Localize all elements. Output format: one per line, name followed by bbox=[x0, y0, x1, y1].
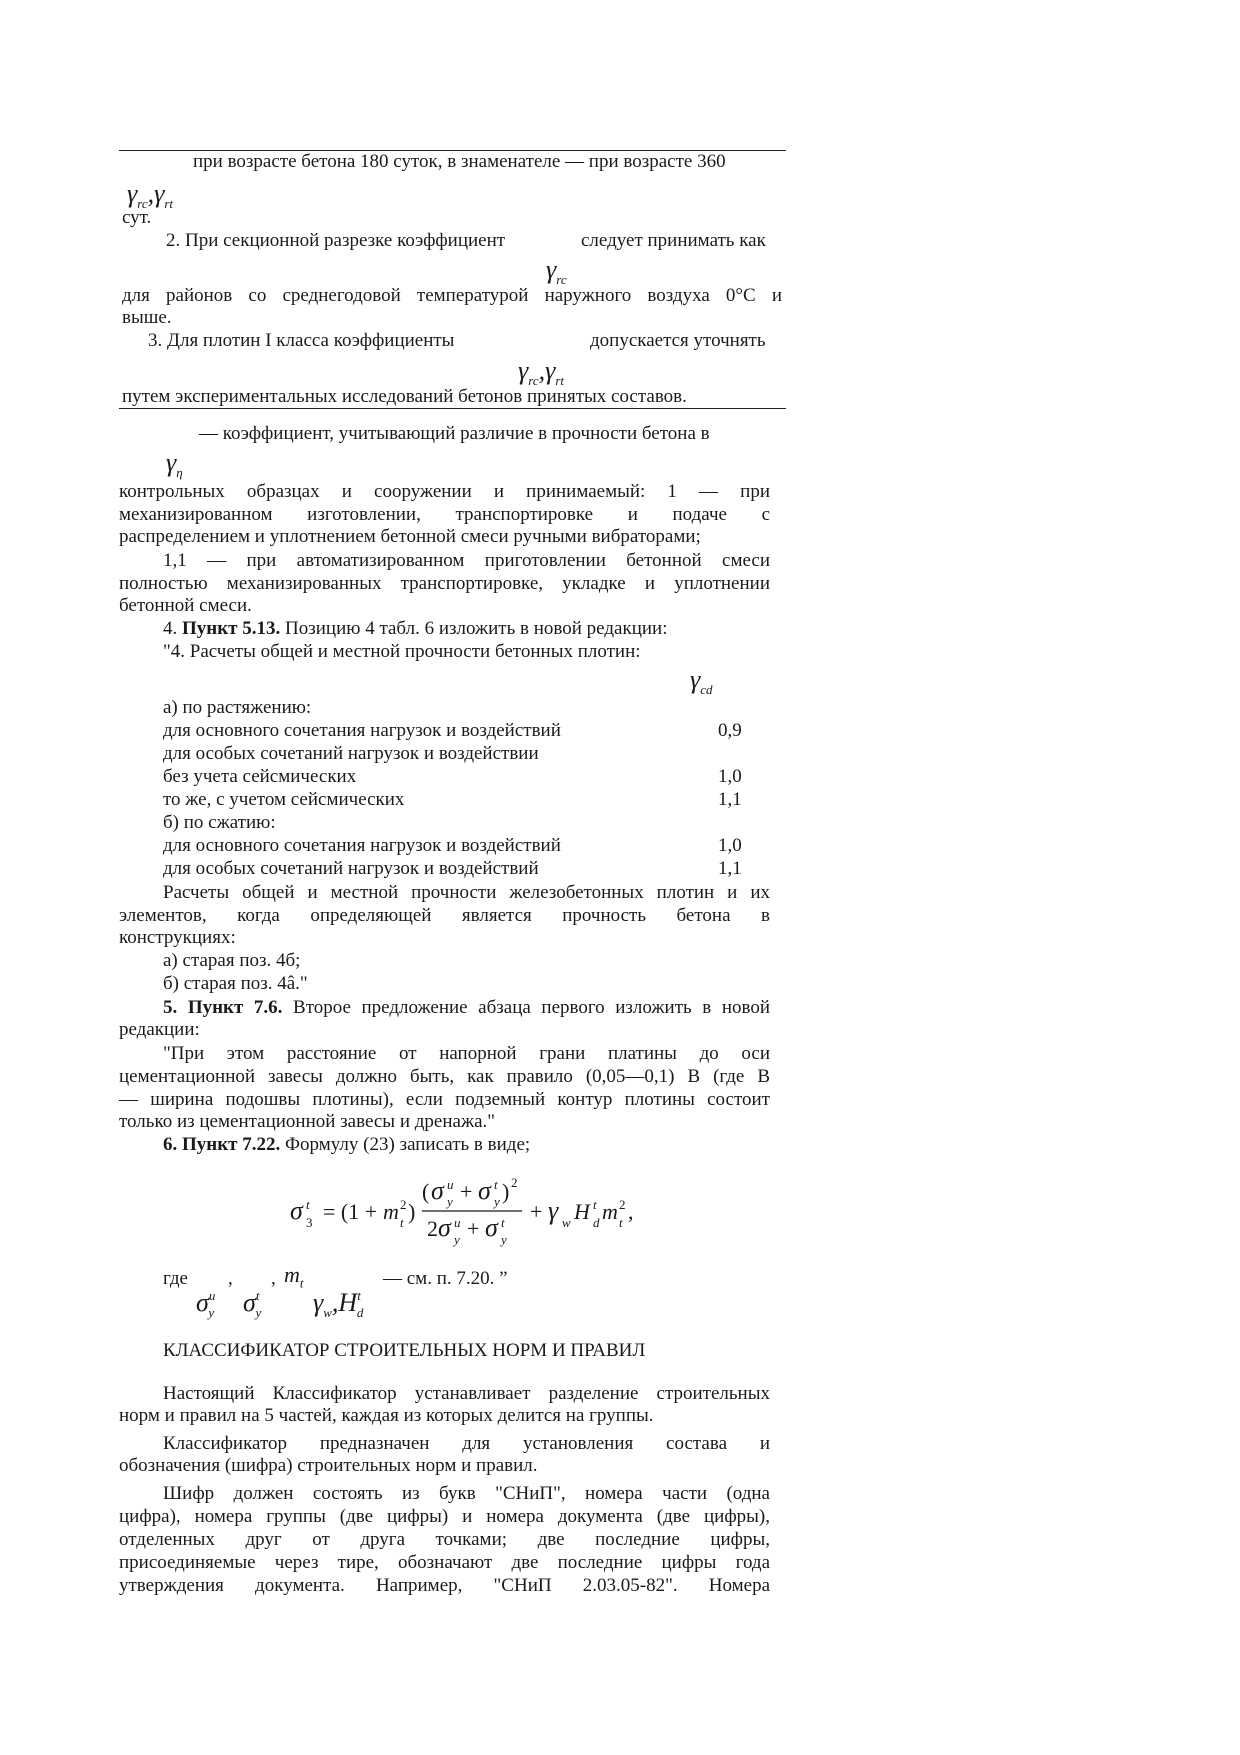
gamma-eta-text-5: 1,1 — при автоматизированном приготовлении бетонной смеси bbox=[163, 550, 770, 571]
item-5-quote-4: только из цементационной завесы и дренажа." bbox=[119, 1111, 496, 1132]
item-5-quote-3: — ширина подошвы плотины), если подземный контур плотины состоит bbox=[119, 1089, 770, 1110]
classifier-p2-1: Классификатор предназначен для установления состава и bbox=[163, 1433, 770, 1454]
svg-text:y: y bbox=[454, 1232, 460, 1247]
table-row-label: для особых сочетаний нагрузок и воздействий bbox=[163, 858, 539, 879]
where-gamma-w-h: $\gamma_w,H^t_d$ bbox=[313, 1288, 364, 1321]
item-6-bold: 6. Пункт 7.22. bbox=[163, 1134, 281, 1155]
svg-text:y: y bbox=[501, 1232, 507, 1247]
gamma-rc-rt-symbol: $\gamma_{rc},\gamma_{rt}$ bbox=[127, 179, 174, 212]
item-5-quote-1: "При этом расстояние от напорной грани платины до оси bbox=[163, 1043, 770, 1064]
classifier-p3-1: Шифр должен состоять из букв "СНиП", номера части (одна bbox=[163, 1483, 770, 1504]
table-row-label: а) по растяжению: bbox=[163, 697, 312, 718]
svg-text:t: t bbox=[501, 1215, 505, 1230]
classifier-p1-2: норм и правил на 5 частей, каждая из которых делится на группы. bbox=[119, 1405, 654, 1426]
where-sigma-u: $\sigma^u_y$ bbox=[196, 1288, 216, 1320]
svg-text:σ: σ bbox=[438, 1213, 451, 1242]
classifier-p3-4: присоединяемые через тире, обозначают две последние цифры года bbox=[119, 1552, 770, 1573]
formula-23-svg bbox=[290, 1172, 670, 1252]
classifier-p1-1: Настоящий Классификатор устанавливает разделение строительных bbox=[163, 1383, 770, 1404]
svg-text:): ) bbox=[502, 1179, 510, 1204]
svg-text:u: u bbox=[454, 1215, 461, 1230]
table-row-value: 1,0 bbox=[718, 835, 742, 856]
where-tail: — см. п. 7.20. ” bbox=[383, 1268, 508, 1289]
note-item-3a: 3. Для плотин I класса коэффициенты bbox=[148, 330, 455, 351]
classifier-p2-2: обозначения (шифра) строительных норм и правил. bbox=[119, 1455, 538, 1476]
svg-text:2: 2 bbox=[619, 1197, 626, 1212]
svg-text:2: 2 bbox=[511, 1175, 518, 1190]
svg-text:d: d bbox=[593, 1215, 600, 1230]
svg-text:(: ( bbox=[422, 1179, 430, 1204]
table-row-label: то же, с учетом сейсмических bbox=[163, 789, 405, 810]
svg-text:t: t bbox=[400, 1215, 404, 1230]
table-row-value: 1,0 bbox=[718, 766, 742, 787]
svg-text:u: u bbox=[447, 1177, 454, 1192]
svg-text:2: 2 bbox=[400, 1197, 407, 1212]
table-row-value: 0,9 bbox=[718, 720, 742, 741]
item-4-heading bbox=[163, 618, 667, 640]
svg-text:t: t bbox=[619, 1215, 623, 1230]
svg-text:t: t bbox=[494, 1177, 498, 1192]
classifier-title: КЛАССИФИКАТОР СТРОИТЕЛЬНЫХ НОРМ И ПРАВИЛ bbox=[163, 1340, 646, 1361]
table-row-label: для основного сочетания нагрузок и воздействий bbox=[163, 720, 561, 741]
svg-text:3: 3 bbox=[306, 1215, 313, 1230]
svg-text:+: + bbox=[530, 1199, 543, 1224]
gamma-rc-rt-symbol-2: $\gamma_{rc},\gamma_{rt}$ bbox=[518, 356, 565, 389]
svg-text:σ: σ bbox=[431, 1176, 444, 1205]
note-line-5: путем экспериментальных исследований бетонов принятых составов. bbox=[122, 386, 687, 407]
where-comma-1: , bbox=[228, 1268, 233, 1289]
where-mt: $m_t$ bbox=[284, 1262, 304, 1291]
item-4-number: 4. bbox=[163, 618, 178, 639]
item-5-quote-2: цементационной завесы должно быть, как правило (0,05—0,1) В (где В bbox=[119, 1066, 770, 1087]
gamma-eta-text-6: полностью механизированных транспортировке, укладке и уплотнении bbox=[119, 573, 770, 594]
note-item-3b: допускается уточнять bbox=[590, 330, 766, 351]
note-item-2b: следует принимать как bbox=[581, 230, 766, 251]
item-5-heading bbox=[163, 996, 770, 1019]
where-comma-2: , bbox=[271, 1268, 276, 1289]
item-4-bold: Пункт 5.13. bbox=[182, 618, 281, 639]
svg-text:): ) bbox=[408, 1199, 416, 1224]
classifier-p3-3: отделенных друг от друга точками; две последние цифры, bbox=[119, 1529, 770, 1550]
svg-text:= (1 +: = (1 + bbox=[323, 1199, 378, 1224]
item-4-para-2: элементов, когда определяющей является прочность бетона в bbox=[119, 905, 770, 926]
svg-text:m: m bbox=[602, 1199, 618, 1224]
gamma-eta-text-1: — коэффициент, учитывающий различие в прочности бетона в bbox=[199, 423, 710, 444]
gamma-eta-text-3: механизированном изготовлении, транспортировке и подаче с bbox=[119, 504, 770, 525]
item-4-text: Позицию 4 табл. 6 изложить в новой редакции: bbox=[285, 618, 668, 639]
svg-text:+: + bbox=[467, 1216, 480, 1241]
table-row-label: для особых сочетаний нагрузок и воздействии bbox=[163, 743, 539, 764]
note-line-3: для районов со среднегодовой температурой наружного воздуха 0°С и bbox=[122, 285, 782, 306]
svg-text:,: , bbox=[628, 1199, 634, 1224]
table-row-label: без учета сейсмических bbox=[163, 766, 357, 787]
gamma-rc-symbol: $\gamma_{rc}$ bbox=[546, 255, 567, 288]
svg-text:γ: γ bbox=[548, 1196, 559, 1225]
svg-text:y: y bbox=[447, 1194, 453, 1209]
gamma-eta-symbol: $\gamma_\eta$ bbox=[166, 448, 183, 481]
svg-text:σ: σ bbox=[290, 1196, 303, 1225]
note-line-4: выше. bbox=[122, 307, 172, 328]
svg-text:σ: σ bbox=[478, 1176, 491, 1205]
note-line-2: сут. bbox=[122, 207, 152, 228]
item-5-line-2: редакции: bbox=[119, 1019, 200, 1040]
table-row-value: 1,1 bbox=[718, 858, 742, 879]
where-sigma-t: $\sigma^t_y$ bbox=[243, 1288, 262, 1320]
item-6-text: Формулу (23) записать в виде; bbox=[285, 1134, 531, 1155]
note-bottom-rule bbox=[119, 408, 786, 409]
note-item-2a: 2. При секционной разрезке коэффициент bbox=[166, 230, 506, 251]
svg-text:t: t bbox=[306, 1197, 310, 1212]
svg-text:+: + bbox=[460, 1179, 473, 1204]
item-4-old-b: б) старая поз. 4â." bbox=[163, 973, 308, 994]
svg-text:w: w bbox=[562, 1215, 571, 1230]
formula-23 bbox=[290, 1172, 670, 1252]
item-4-para-1: Расчеты общей и местной прочности железобетонных плотин и их bbox=[163, 882, 770, 903]
item-5-bold: 5. Пункт 7.6. bbox=[163, 997, 283, 1018]
item-4-subtitle: "4. Расчеты общей и местной прочности бетонных плотин: bbox=[163, 641, 641, 662]
classifier-p3-5: утверждения документа. Например, "СНиП 2.03.05-82". Номера bbox=[119, 1575, 770, 1596]
table-row-label: б) по сжатию: bbox=[163, 812, 276, 833]
item-5-text: Второе предложение абзаца первого изложить в новой bbox=[293, 997, 770, 1018]
gamma-eta-text-7: бетонной смеси. bbox=[119, 595, 252, 616]
item-6-heading bbox=[163, 1134, 530, 1156]
svg-text:t: t bbox=[593, 1197, 597, 1212]
svg-text:H: H bbox=[574, 1199, 590, 1224]
svg-text:σ: σ bbox=[485, 1213, 498, 1242]
item-4-old-a: а) старая поз. 4б; bbox=[163, 950, 301, 971]
table-row-label: для основного сочетания нагрузок и воздействий bbox=[163, 835, 561, 856]
gamma-cd-symbol: $\gamma_{cd}$ bbox=[690, 665, 713, 698]
svg-text:2: 2 bbox=[427, 1216, 438, 1241]
gamma-eta-text-4: распределением и уплотнением бетонной смеси ручными вибраторами; bbox=[119, 526, 701, 547]
item-4-para-3: конструкциях: bbox=[119, 927, 236, 948]
gamma-eta-text-2: контрольных образцах и сооружении и принимаемый: 1 — при bbox=[119, 481, 770, 502]
svg-text:m: m bbox=[383, 1199, 399, 1224]
svg-text:y: y bbox=[494, 1194, 500, 1209]
where-word: где bbox=[163, 1268, 188, 1289]
note-line-1: при возрасте бетона 180 суток, в знаменателе — при возрасте 360 bbox=[193, 151, 726, 172]
table-row-value: 1,1 bbox=[718, 789, 742, 810]
classifier-p3-2: цифра), номера группы (две цифры) и номера документа (две цифры), bbox=[119, 1506, 770, 1527]
